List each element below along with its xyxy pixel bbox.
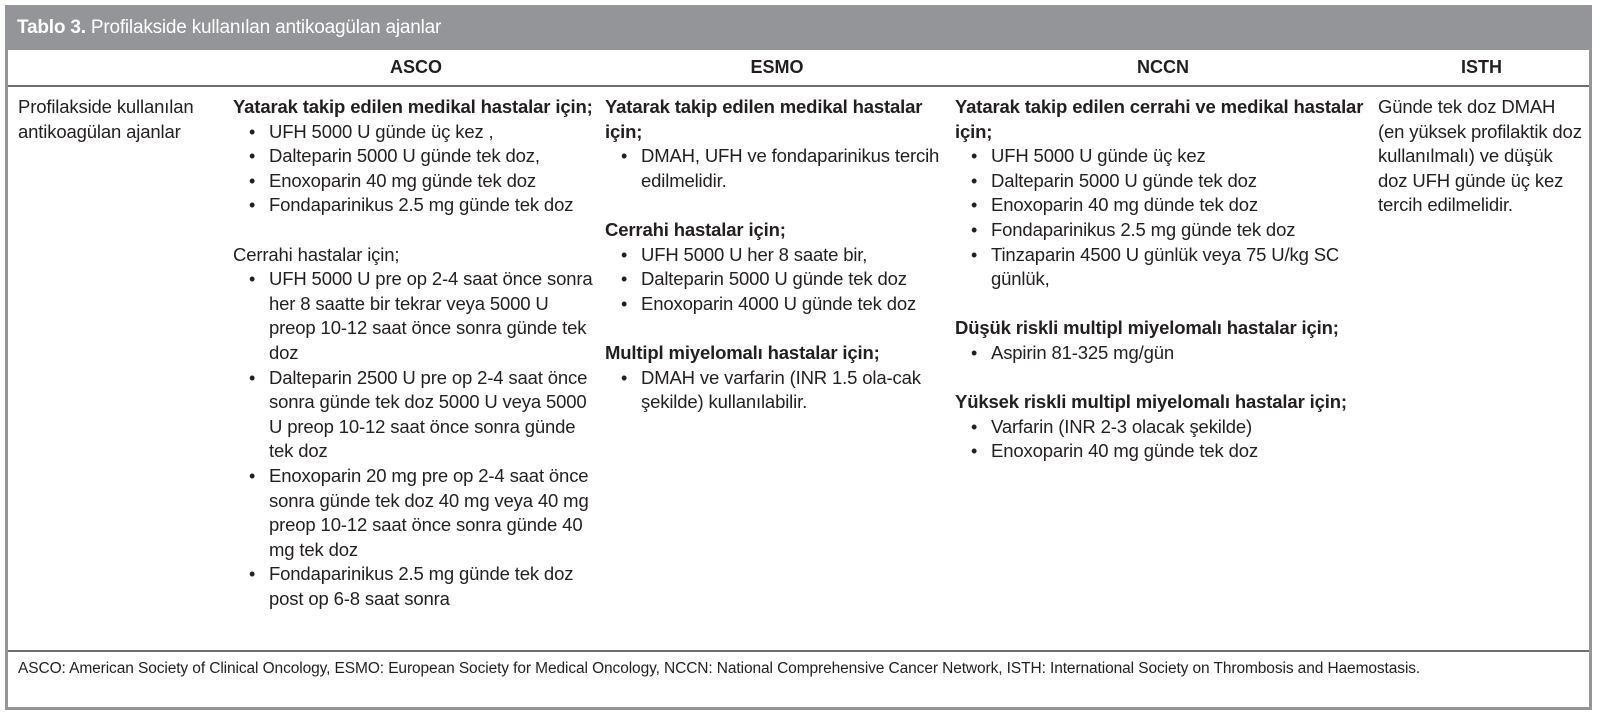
- item-list: [233, 120, 598, 218]
- list-item: • Dalteparin 5000 U günde tek doz: [955, 169, 1370, 194]
- column-header-nccn: NCCN: [1137, 57, 1189, 77]
- group-title: Yatarak takip edilen medikal hastalar için;: [605, 96, 923, 142]
- list-item: • Dalteparin 2500 U pre op 2-4 saat önce sonra günde tek doz 5000 U veya 5000 U preop 10-12 saat önce sonra günde tek doz: [233, 366, 598, 464]
- list-item: • Aspirin 81-325 mg/gün: [955, 341, 1370, 366]
- nccn-group-low-risk-myeloma: [955, 316, 1370, 365]
- list-item: • Fondaparinikus 2.5 mg günde tek doz post op 6-8 saat sonra: [233, 562, 598, 611]
- column-header-label: [8, 50, 230, 85]
- item-list: [605, 144, 950, 193]
- table-header-row: [8, 50, 1589, 87]
- list-item: • Enoxoparin 4000 U günde tek doz: [605, 292, 950, 317]
- nccn-group-inpatient: [955, 95, 1370, 292]
- table-footnote: [8, 652, 1589, 707]
- esmo-group-medical: [605, 95, 950, 193]
- table-frame: [5, 5, 1592, 710]
- item-list: [955, 341, 1370, 366]
- asco-group-medical: [233, 95, 598, 218]
- list-item: • Tinzaparin 4500 U günlük veya 75 U/kg SC günlük,: [955, 243, 1370, 292]
- table-body-row: [8, 87, 1589, 652]
- asco-cell: [233, 95, 598, 611]
- column-header-isth: ISTH: [1460, 57, 1502, 77]
- column-header-esmo: ESMO: [750, 57, 804, 77]
- isth-cell: [1378, 95, 1583, 218]
- esmo-group-surgical: [605, 218, 950, 316]
- list-item: • Dalteparin 5000 U günde tek doz: [605, 267, 950, 292]
- table-title-bar: [8, 5, 1589, 50]
- item-list: [605, 366, 950, 415]
- list-item: • UFH 5000 U pre op 2-4 saat önce sonra her 8 saatte bir tekrar veya 5000 U preop 10-12 saat önce sonra günde tek doz: [233, 267, 598, 365]
- list-item: • UFH 5000 U günde üç kez: [955, 144, 1370, 169]
- nccn-group-high-risk-myeloma: [955, 390, 1370, 464]
- nccn-cell: [955, 95, 1370, 464]
- footnote-text: ASCO: American Society of Clinical Oncology, ESMO: European Society for Medical Oncology, NCCN: National Comprehensive Cancer Network, ISTH: International Society on Thrombosis and Haemostasis.: [18, 660, 1421, 677]
- list-item: • UFH 5000 U günde üç kez ,: [233, 120, 598, 145]
- asco-group-surgical: [233, 243, 598, 612]
- group-title: Yatarak takip edilen cerrahi ve medikal hastalar için;: [955, 96, 1364, 142]
- list-item: • Fondaparinikus 2.5 mg günde tek doz: [955, 218, 1370, 243]
- esmo-group-myeloma: [605, 341, 950, 415]
- list-item: • Enoxoparin 40 mg günde tek doz: [233, 169, 598, 194]
- list-item: • DMAH ve varfarin (INR 1.5 ola-cak şekilde) kullanılabilir.: [605, 366, 950, 415]
- list-item: • UFH 5000 U her 8 saate bir,: [605, 243, 950, 268]
- table-number: Tablo 3.: [17, 17, 86, 38]
- row-label-cell: [18, 95, 223, 144]
- group-title: Cerrahi hastalar için;: [233, 243, 400, 265]
- list-item: • Enoxoparin 40 mg günde tek doz: [955, 439, 1370, 464]
- esmo-cell: [605, 95, 950, 415]
- item-list: [955, 415, 1370, 464]
- item-list: [605, 243, 950, 317]
- list-item: • Varfarin (INR 2-3 olacak şekilde): [955, 415, 1370, 440]
- group-title: Yüksek riskli multipl miyelomalı hastalar için;: [955, 391, 1347, 413]
- table-title: Profilakside kullanılan antikoagülan ajanlar: [85, 17, 442, 38]
- isth-text: Günde tek doz DMAH (en yüksek profilaktik doz kullanılmalı) ve düşük doz UFH günde üç kez tercih edilmelidir.: [1378, 96, 1582, 216]
- row-label: Profilakside kullanılan antikoagülan ajanlar: [18, 96, 194, 142]
- list-item: • DMAH, UFH ve fondaparinikus tercih edilmelidir.: [605, 144, 950, 193]
- group-title: Cerrahi hastalar için;: [605, 218, 786, 240]
- list-item: • Dalteparin 5000 U günde tek doz,: [233, 144, 598, 169]
- group-title: Düşük riskli multipl miyelomalı hastalar için;: [955, 317, 1339, 339]
- item-list: [233, 267, 598, 611]
- group-title: Yatarak takip edilen medikal hastalar için;: [233, 96, 593, 117]
- group-title: Multipl miyelomalı hastalar için;: [605, 341, 880, 363]
- column-header-asco: ASCO: [389, 57, 442, 77]
- list-item: • Enoxoparin 20 mg pre op 2-4 saat önce sonra günde tek doz 40 mg veya 40 mg preop 10-12 saat önce sonra günde 40 mg tek doz: [233, 464, 598, 562]
- item-list: [955, 144, 1370, 292]
- list-item: • Enoxoparin 40 mg dünde tek doz: [955, 193, 1370, 218]
- list-item: • Fondaparinikus 2.5 mg günde tek doz: [233, 193, 598, 218]
